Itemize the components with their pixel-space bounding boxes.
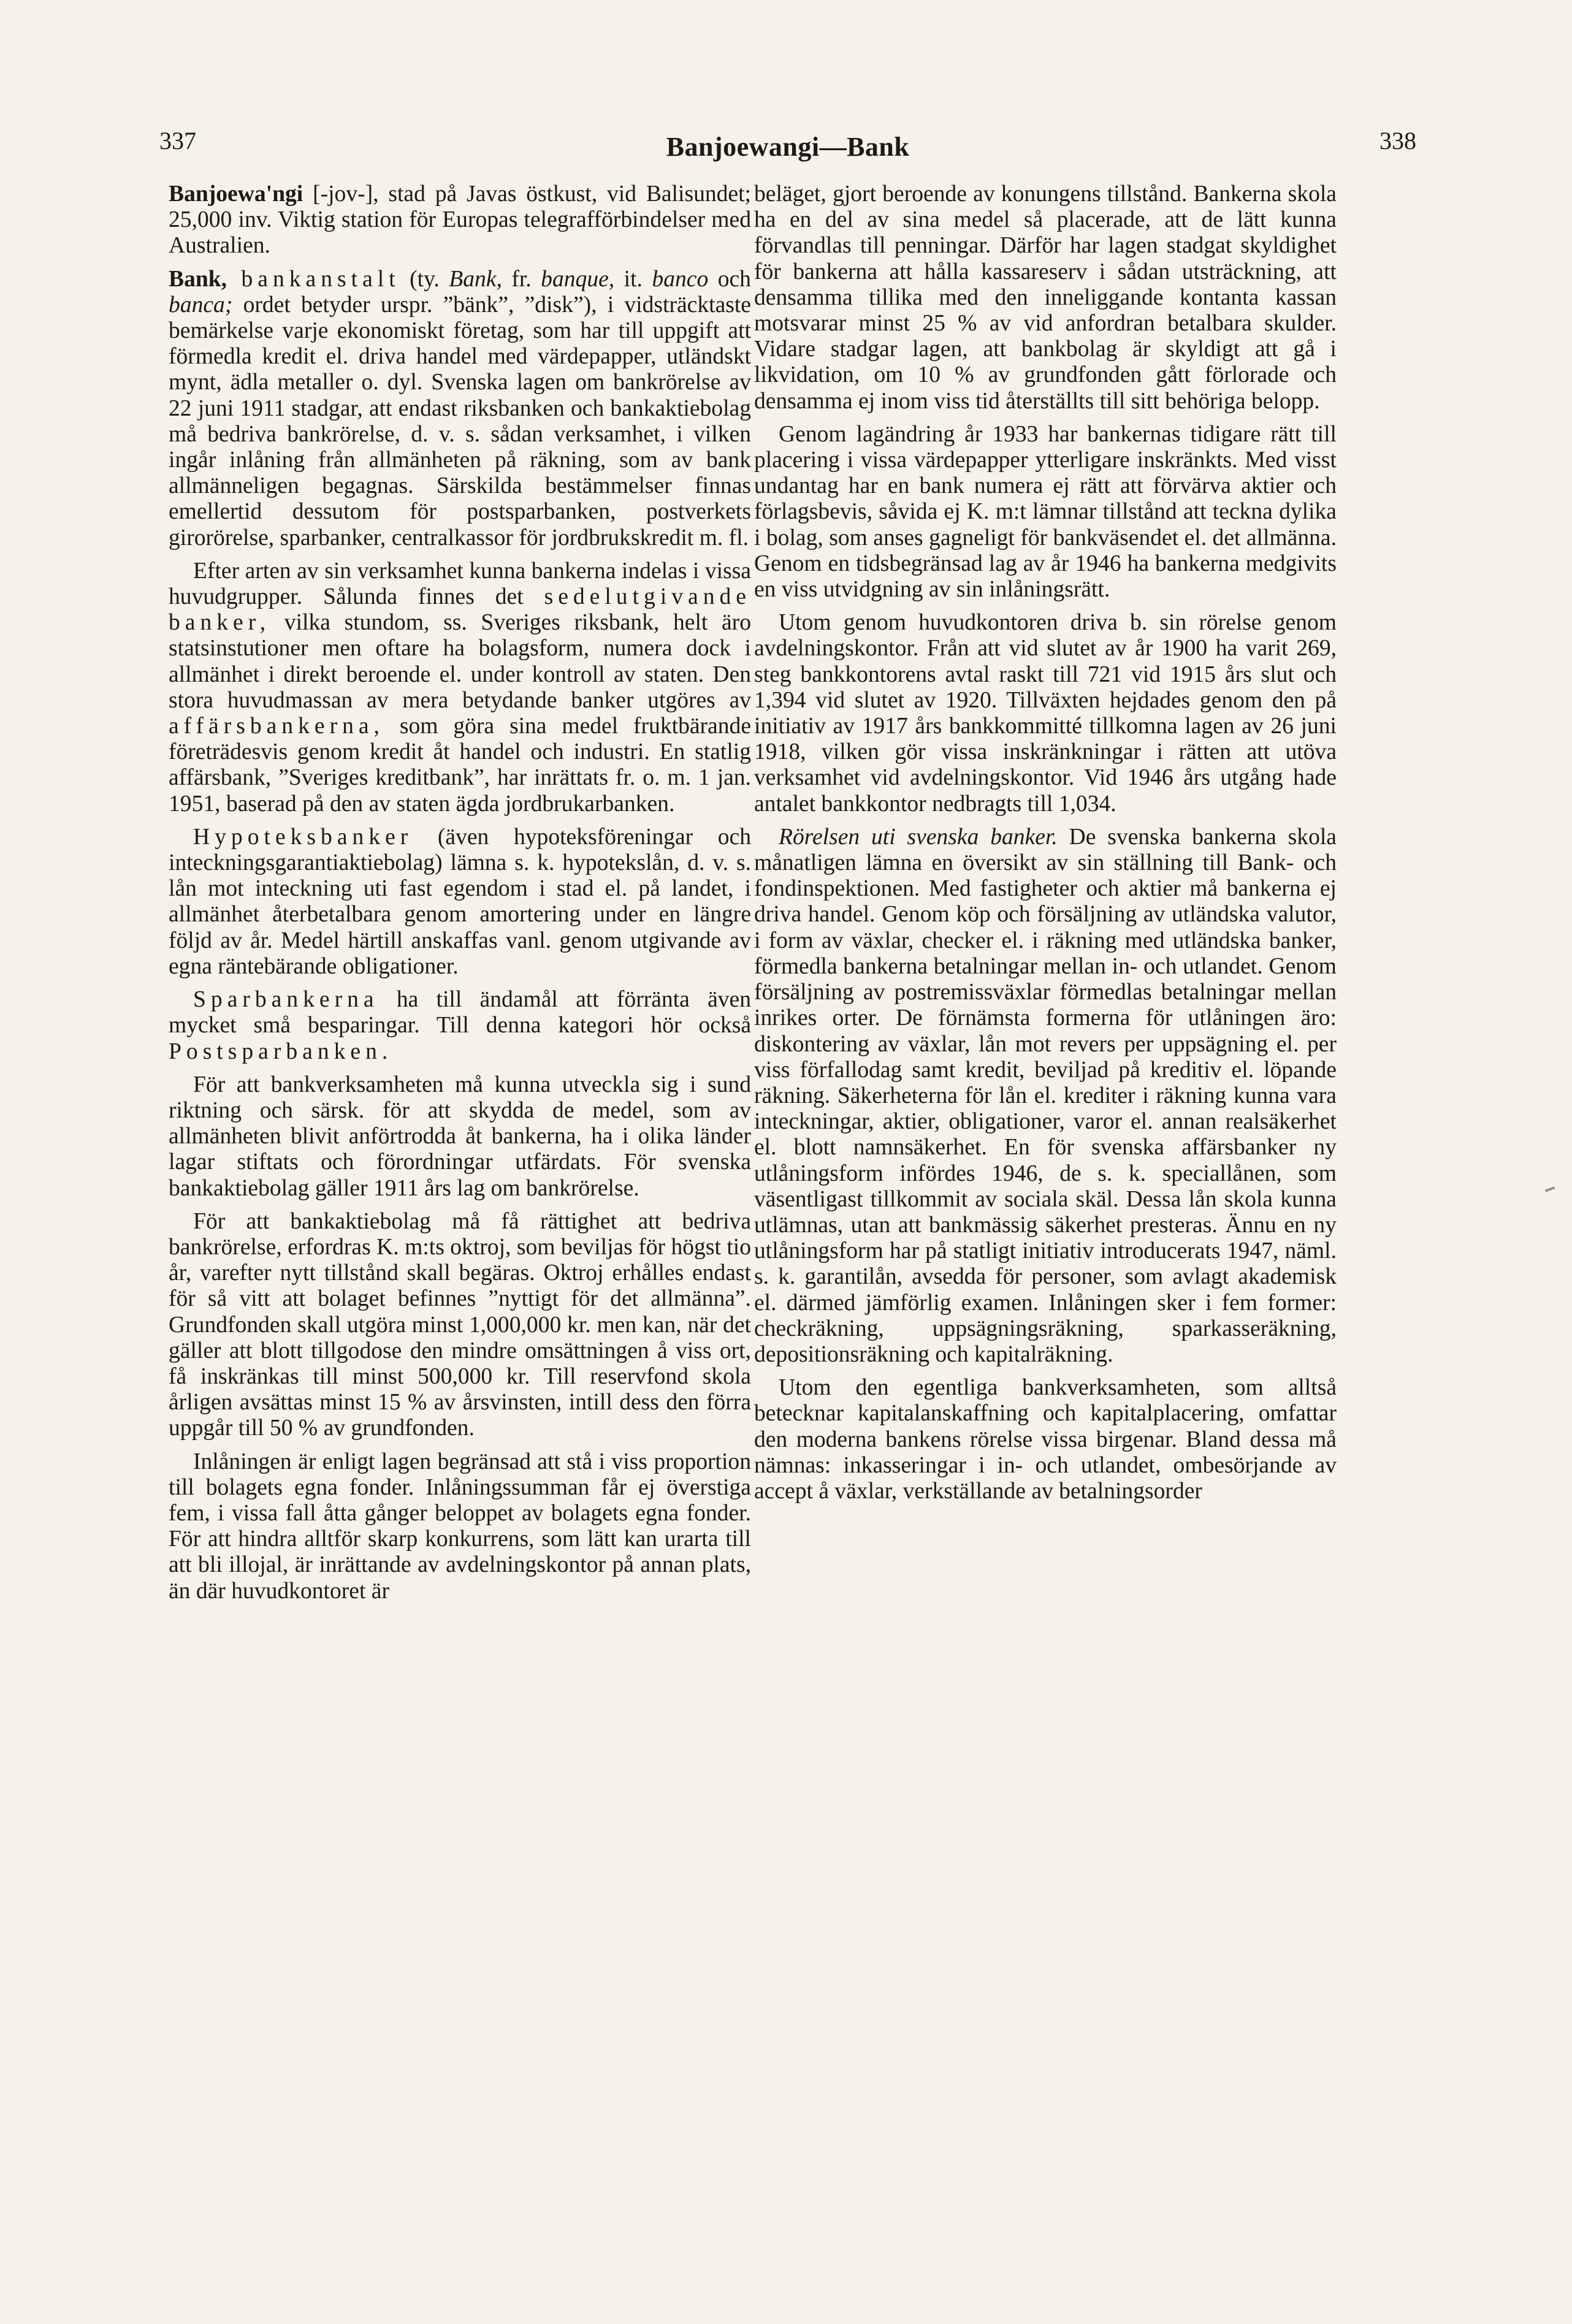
italic-term: Bank,: [449, 266, 502, 292]
page-number-right: 338: [1379, 127, 1416, 154]
paragraph: För att bankverksamheten må kunna utveckla sig i sund riktning och särsk. för att skydda de medel, som av allmänheten blivit anförtrodda åt bankerna, ha i olika länder lagar stiftats och förordningar utfärdats. För svenska bankaktiebolag gäller 1911 års lag om bankrörelse.: [169, 1072, 751, 1201]
running-head: Banjoewangi—Bank: [666, 132, 910, 162]
headword: Banjoewa'ngi: [169, 181, 303, 207]
page-header: [159, 126, 1416, 163]
entry-text: it.: [614, 266, 652, 292]
italic-term: Rörelsen uti svenska banker.: [779, 824, 1058, 850]
entry-text: De svenska bankerna skola månatligen lämna en översikt av sin ställning till Bank- och fondinspektionen. Med fastigheter och aktier må bankerna ej driva handel. Genom köp och försäljning av utländska valutor, i form av växlar, checker el. i räkning med utländska banker, förmedla bankerna betalningar mellan in- och utlandet. Genom försäljning av postremissväxlar förmedlas betalningar mellan inrikes orter. De förnämsta formerna för utlåningen äro: diskontering av växlar, lån mot revers per uppsägning el. per viss förfallodag samt kredit, beviljad på kreditiv el. löpande räkning. Säkerheterna för lån el. krediter i räkning kunna vara inteckningar, aktier, obligationer, varor el. annan realsäkerhet el. blott namnsäkerhet. En för svenska affärsbanker ny utlåningsform infördes 1946, de s. k. speciallånen, som väsentligast tillkommit av sociala skäl. Dessa lån skola kunna utlämnas, utan att bankmässig säkerhet presteras. Ännu en ny utlåningsform har på statligt initiativ introducerats 1947, näml. s. k. garantilån, avsedda för personer, som avlagt akademisk el. därmed jämförlig examen. Inlåningen sker i fem former: checkräkning, uppsägningsräkning, sparkasseräkning, depositionsräkning och kapitalräkning.: [754, 824, 1337, 1367]
italic-term: banco: [652, 266, 709, 292]
entry-text: vilka stundom, ss. Sveriges riksbank, helt äro statsinstutioner men oftare ha bolagsform, numera dock i allmänhet i direkt beroende el. under kontroll av staten. Den stora huvudmassan av mera betydande banker utgöres av: [169, 610, 751, 713]
headword: Bank,: [169, 266, 227, 292]
entry-text: fr.: [502, 266, 541, 292]
entry-text: och: [708, 266, 751, 292]
spaced-term: Hypoteksbanker: [193, 824, 413, 850]
paragraph: [169, 987, 751, 1065]
entry-text: [-jov-], stad på Javas östkust, vid Balisundet; 25,000 inv. Viktig station för Europas telegrafförbindelser med Australien.: [169, 181, 751, 259]
margin-mark: [1545, 1186, 1555, 1192]
paragraph: Inlåningen är enligt lagen begränsad att stå i viss proportion till bolagets egna fonder. Inlåningssumman får ej överstiga fem, i vissa fall åtta gånger beloppet av bolagets egna fonder. För att hindra alltför skarp konkurrens, som lätt kan urarta till att bli illojal, är inrättande av avdelningskontor på annan plats, än där huvudkontoret är: [169, 1449, 751, 1604]
paragraph: Utom genom huvudkontoren driva b. sin rörelse genom avdelningskontor. Från att vid slutet av år 1900 ha varit 269, steg bankkontorens avtal raskt till 721 vid 1915 års slut och 1,394 vid slutet av 1920. Tillväxten hejdades genom den på initiativ av 1917 års bankkommitté tillkomna lagen av 26 juni 1918, vilken gör vissa inskränkningar i rätten att utöva verksamhet vid avdelningskontor. Vid 1946 års utgång hade antalet bankkontor nedbragts till 1,034.: [754, 610, 1337, 817]
paragraph: [754, 825, 1337, 1368]
paragraph: Utom den egentliga bankverksamheten, som alltså betecknar kapitalanskaffning och kapitalplacering, omfattar den moderna bankens rörelse vissa birgenar. Bland dessa må nämnas: inkasseringar i in- och utlandet, ombesörjande av accept å växlar, verkställande av betalningsorder: [754, 1375, 1337, 1504]
entry-text: ha till ändamål att förränta även mycket små besparingar. Till denna kategori hör också: [169, 987, 751, 1038]
paragraph: [169, 558, 751, 817]
spaced-term: Sparbankerna: [193, 987, 379, 1013]
entry-text: Efter arten av sin verksamhet kunna bankerna indelas i vissa huvudgrupper. Sålunda finnes det: [169, 558, 751, 610]
entry-text: (ty.: [400, 266, 449, 292]
spaced-term: Postsparbanken.: [169, 1038, 393, 1064]
spaced-term: bankanstalt: [227, 266, 400, 292]
left-column: [169, 181, 751, 1612]
italic-term: banque,: [541, 266, 615, 292]
entry-text: ordet betyder urspr. ”bänk”, ”disk”), i vidsträcktaste bemärkelse varje ekonomiskt företag, som har till uppgift att förmedla kredit el. driva handel med värdepapper, utländskt mynt, ädla metaller o. dyl. Svenska lagen om bankrörelse av 22 juni 1911 stadgar, att endast riksbanken och bankaktiebolag må bedriva bankrörelse, d. v. s. sådan verksamhet, i vilken ingår inlåning från allmänheten på räkning, som av bank allmänneligen begagnas. Särskilda bestämmelser finnas emellertid dessutom för postsparbanken, postverkets girorörelse, sparbanker, centralkassor för jordbrukskredit m. fl.: [169, 292, 751, 551]
italic-term: banca;: [169, 292, 233, 318]
page-number-left: 337: [159, 127, 196, 154]
entry-banjoewangi: [169, 181, 751, 259]
paragraph: beläget, gjort beroende av konungens tillstånd. Bankerna skola ha en del av sina medel så placerade, att de lätt kunna förvandlas till penningar. Därför har lagen stadgat skyldighet för bankerna att hålla kassareserv i sådan utsträckning, att densamma tillika med den inneliggande kontanta kassan motsvarar minst 25 % av vid anfordran betalbara skulder. Vidare stadgar lagen, att bankbolag är skyldigt att gå i likvidation, om 10 % av grundfonden gått förlorade och densamma ej inom viss tid återställts till sitt behöriga belopp.: [754, 181, 1337, 414]
paragraph: Genom lagändring år 1933 har bankernas tidigare rätt till placering i vissa värdepapper ytterligare inskränkts. Med visst undantag har en bank numera ej rätt att förvärva aktier och förlagsbevis, såvida ej K. m:t lämnar tillstånd att teckna dylika i bolag, som anses gagneligt för bankväsendet el. det allmänna. Genom en tidsbegränsad lag av år 1946 ha bankerna medgivits en viss utvidgning av sin inlåningsrätt.: [754, 421, 1337, 603]
spaced-term: affärsbankerna,: [169, 714, 384, 739]
paragraph: [169, 825, 751, 980]
entry-text: som göra sina medel fruktbärande företrädesvis genom kredit åt handel och industri. En statlig affärsbank, ”Sveriges kreditbank”, har inrättats fr. o. m. 1 jan. 1951, baserad på den av staten ägda jordbrukarbanken.: [169, 714, 751, 817]
entry-text: (även hypoteksföreningar och inteckningsgarantiaktiebolag) lämna s. k. hypotekslån, d. v. s. lån mot inteckning uti fast egendom i stad el. på landet, i allmänhet återbetalbara genom amortering under en längre följd av år. Medel härtill anskaffas vanl. genom utgivande av egna räntebärande obligationer.: [169, 824, 751, 979]
spaced-term: sedelutgivande banker,: [169, 584, 751, 636]
right-column: [754, 181, 1337, 1512]
entry-bank: [169, 267, 751, 551]
paragraph: För att bankaktiebolag må få rättighet att bedriva bankrörelse, erfordras K. m:ts oktroj, som beviljas för högst tio år, varefter nytt tillstånd skall begäras. Oktroj erhålles endast för så vitt att bolaget befinnes ”nyttigt för det allmänna”. Grundfonden skall utgöra minst 1,000,000 kr. men kan, när det gäller att blott tillgodose den mindre omsättningen å viss ort, få inskränkas till minst 500,000 kr. Till reservfond skola årligen avsättas minst 15 % av årsvinsten, intill dess den förra uppgår till 50 % av grundfonden.: [169, 1208, 751, 1441]
